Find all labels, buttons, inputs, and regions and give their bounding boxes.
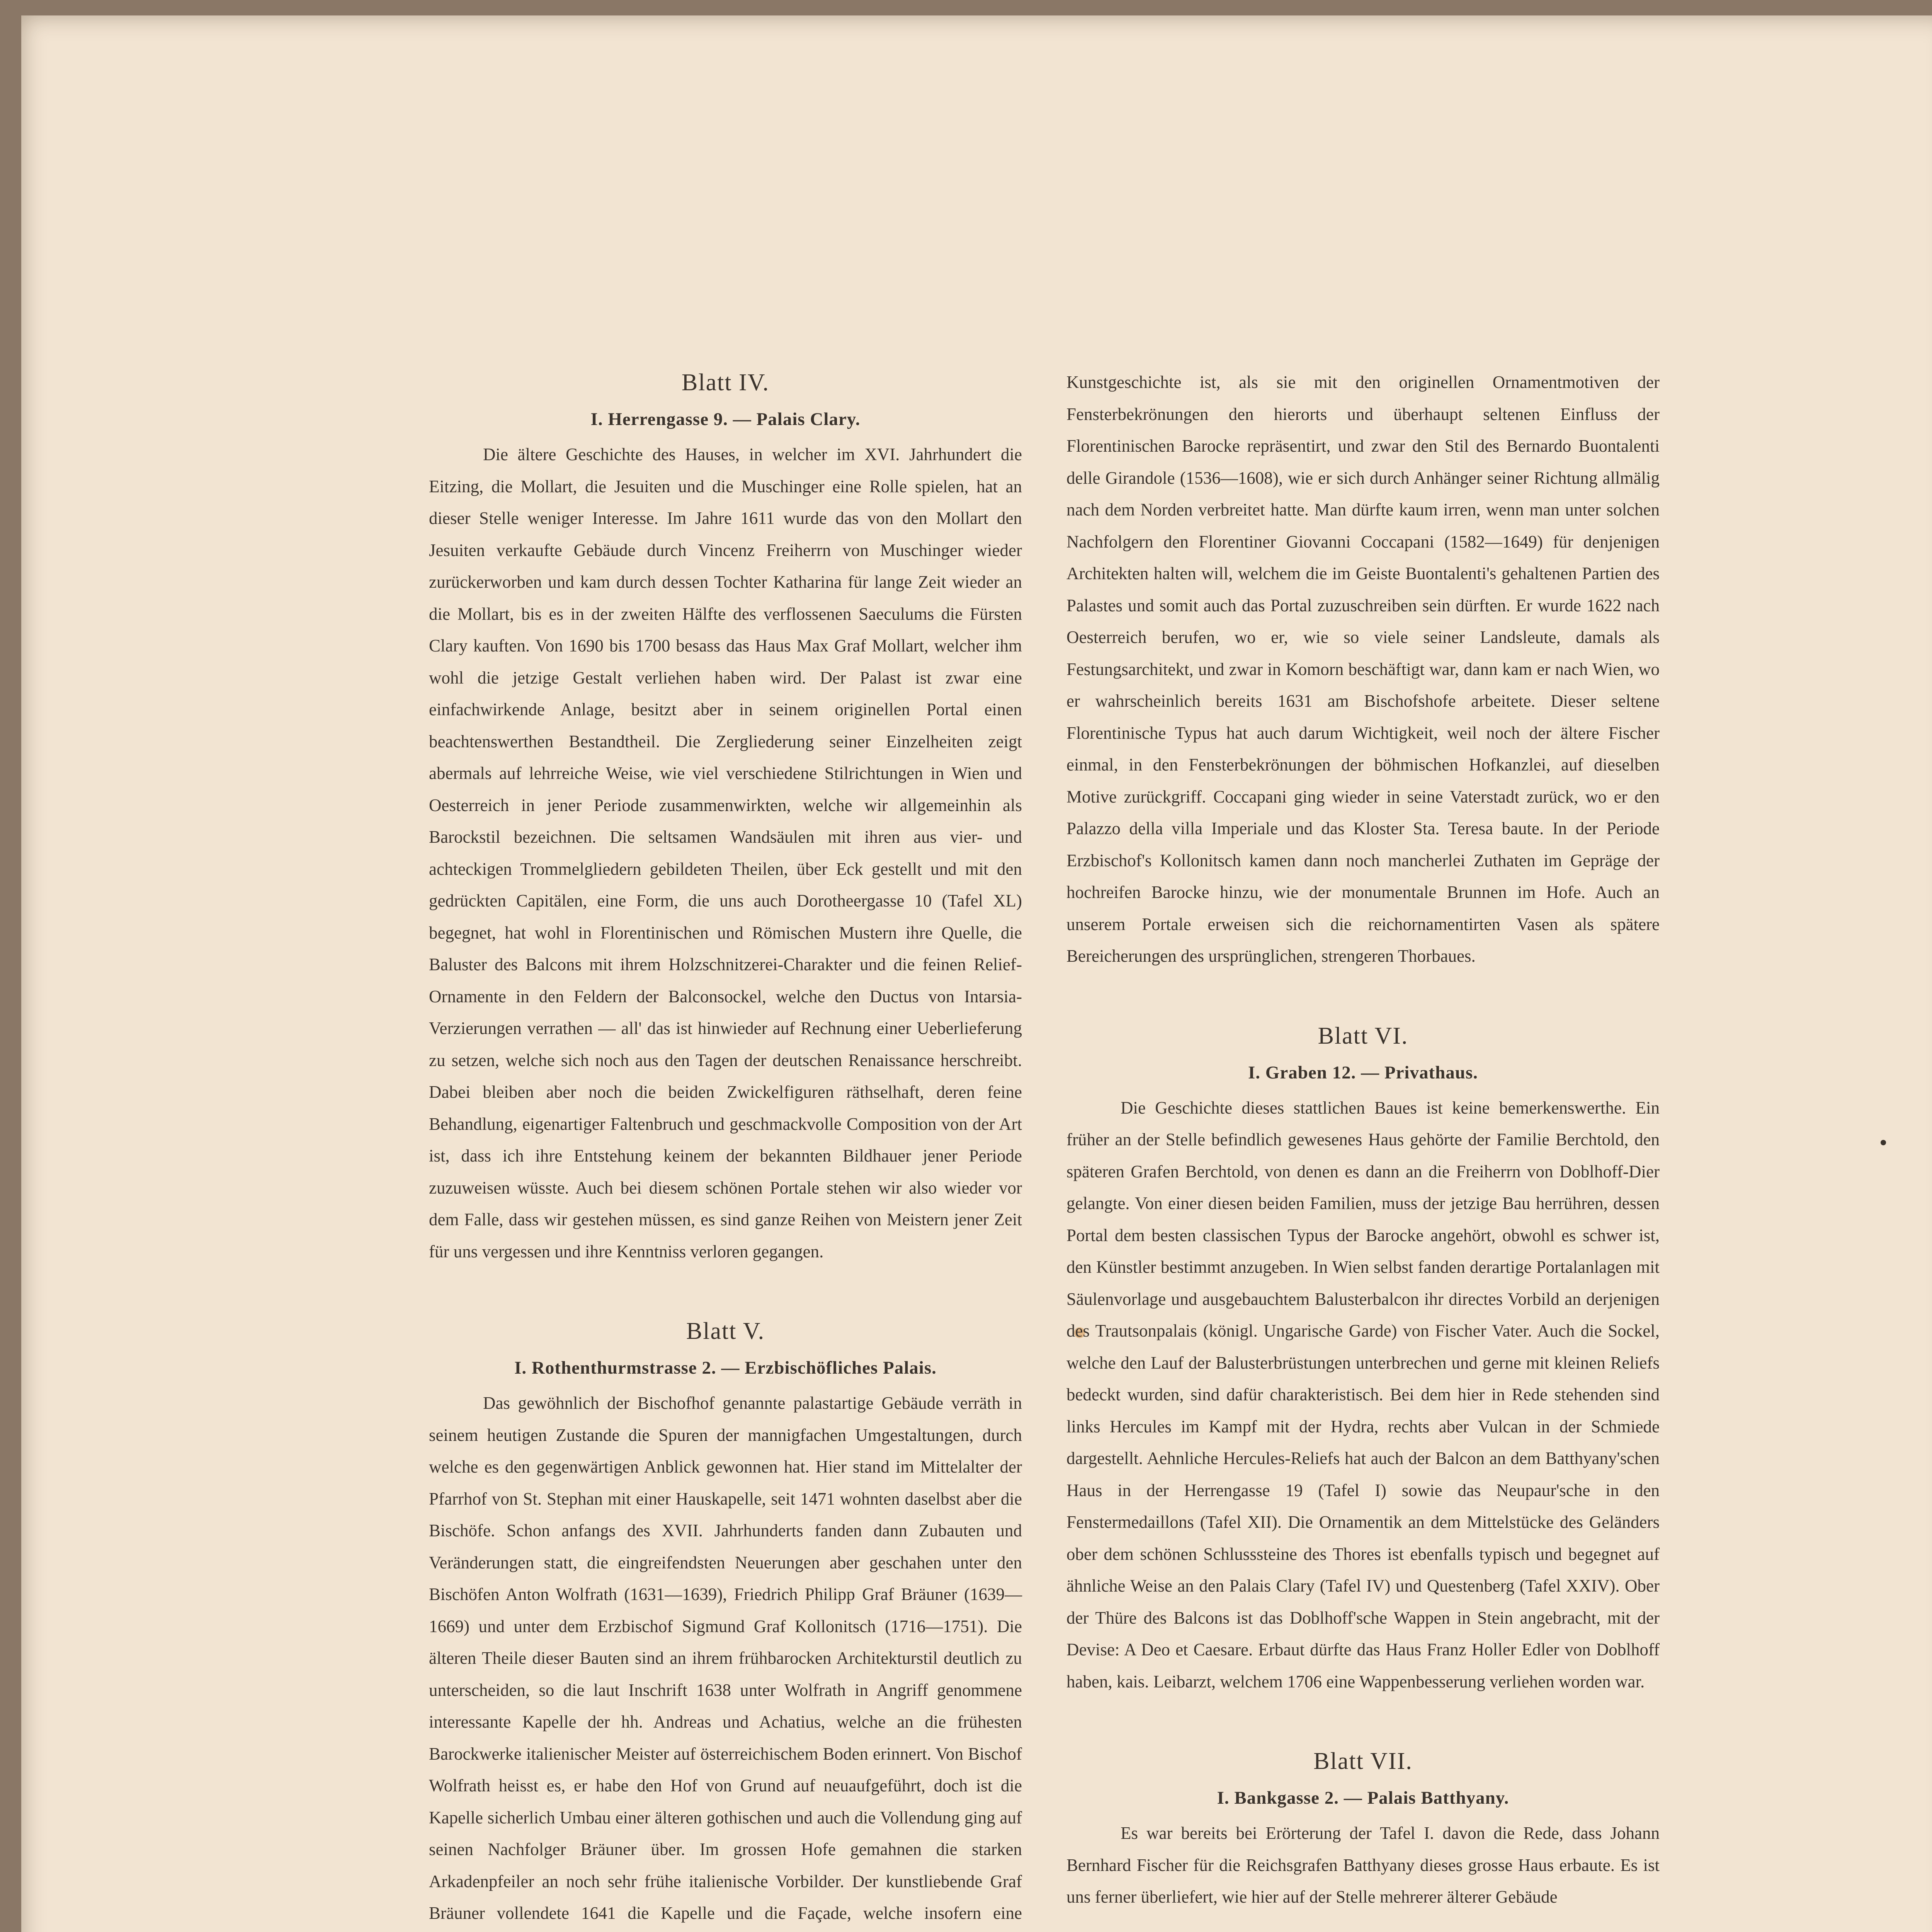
- paragraph: Die ältere Geschichte des Hauses, in welcher im XVI. Jahrhundert die Eitzing, die Mollart, die Jesuiten und die Muschinger eine Rolle spielen, hat an dieser Stelle weniger Interesse. Im Jahre 1611 wurde das von den Mollart den Jesuiten verkaufte Gebäude durch Vincenz Freiherrn von Muschinger wieder zurückerworben und kam durch dessen Tochter Katharina für lange Zeit wieder an die Mollart, bis es in der zweiten Hälfte des verflossenen Saeculums die Fürsten Clary kauften. Von 1690 bis 1700 besass das Haus Max Graf Mollart, welcher ihm wohl die jetzige Gestalt verliehen haben wird. Der Palast ist zwar eine einfachwirkende Anlage, besitzt aber in seinem originellen Portal einen beachtenswerthen Bestandtheil. Die Zergliederung seiner Einzelheiten zeigt abermals auf lehrreiche Weise, wie viel verschiedene Stilrichtungen in Wien und Oesterreich in jener Periode zusammenwirkten, welche wir allgemeinhin als Barockstil bezeichnen. Die seltsamen Wandsäulen mit ihren aus vier- und achteckigen Trommelgliedern gebildeten Theilen, über Eck gestellt und mit den gedrückten Capitälen, eine Form, die uns auch Dorotheergasse 10 (Tafel XL) begegnet, hat wohl in Florentinischen und Römischen Mustern ihre Quelle, die Baluster des Balcons mit ihrem Holzschnitzerei-Charakter und die feinen Relief-Ornamente in den Feldern der Balconsockel, welche den Ductus von Intarsia-Verzierungen verrathen — all' das ist hinwieder auf Rechnung einer Ueberlieferung zu setzen, welche sich noch aus den Tagen der deutschen Renaissance herschreibt. Dabei bleiben aber noch die beiden Zwickelfiguren räthselhaft, deren feine Behandlung, eigenartiger Faltenbruch und geschmackvolle Composition von der Art ist, dass ich ihre Entstehung keinem der bekannten Bildhauer jener Periode zuzuweisen wüsste. Auch bei diesem schönen Portale stehen wir also wieder vor dem Falle, dass wir gestehen müssen, es sind ganze Reihen von Meistern jener Zeit für uns vergessen und ihre Kenntniss verloren gegangen.: [429, 445, 1022, 1261]
- section-heading: Blatt VII.: [1313, 1748, 1413, 1774]
- paragraph: Es war bereits bei Erörterung der Tafel I. davon die Rede, dass Johann Bernhard Fischer für die Reichsgrafen Batthyany dieses grosse Haus erbaute. Es ist uns ferner überliefert, wie hier auf der Stelle mehrerer älterer Gebäude: [1066, 1823, 1660, 1906]
- left-column: [429, 365, 1022, 1932]
- ink-dot: [1881, 1140, 1886, 1145]
- section-subheading: I. Graben 12. — Privathaus.: [1248, 1062, 1478, 1083]
- paragraph: Das gewöhnlich der Bischofhof genannte palastartige Gebäude verräth in seinem heutigen Zustande die Spuren der mannigfachen Umgestaltungen, durch welche es den gegenwärtigen Anblick gewonnen hat. Hier stand im Mittelalter der Pfarrhof von St. Stephan mit einer Hauskapelle, seit 1471 wohnten daselbst aber die Bischöfe. Schon anfangs des XVII. Jahrhunderts fanden dann Zubauten und Veränderungen statt, die eingreifendsten Neuerungen aber geschahen unter den Bischöfen Anton Wolfrath (1631—1639), Friedrich Philipp Graf Bräuner (1639—1669) und unter dem Erzbischof Sigmund Graf Kollonitsch (1716—1751). Die älteren Theile dieser Bauten sind an ihrem frühbarocken Architekturstil deutlich zu unterscheiden, so die laut Inschrift 1638 unter Wolfrath in Angriff genommene interessante Kapelle der hh. Andreas und Achatius, welche an die frühesten Barockwerke italienischer Meister auf österreichischem Boden erinnert. Von Bischof Wolfrath heisst es, er habe den Hof von Grund auf neuaufgeführt, doch ist die Kapelle sicherlich Umbau einer älteren gothischen und auch die Vollendung ging auf seinen Nachfolger Bräuner über. Im grossen Hofe gemahnen die starken Arkadenpfeiler an noch sehr frühe italienische Vorbilder. Der kunstliebende Graf Bräuner vollendete 1641 die Kapelle und die Façade, welche insofern eine: [429, 1393, 1022, 1923]
- section-heading: Blatt IV.: [682, 369, 769, 396]
- paragraph: Die Geschichte dieses stattlichen Baues ist keine bemerkenswerthe. Ein früher an der Stelle befindlich gewesenes Haus gehörte der Familie Berchtold, den späteren Grafen Berchtold, von denen es dann an die Freiherrn von Doblhoff-Dier gelangte. Von einer diesen beiden Familien, muss der jetzige Bau herrühren, dessen Portal dem besten classischen Typus der Barocke angehört, obwohl es schwer ist, den Künstler bestimmt anzugeben. In Wien selbst fanden derartige Portalanlagen mit Säulenvorlage und ausgebauchtem Balusterbalcon ihr directes Vorbild an derjenigen des Trautsonpalais (königl. Ungarische Garde) von Fischer Vater. Auch die Sockel, welche den Lauf der Balusterbrüstungen unterbrechen und gerne mit kleinen Reliefs bedeckt wurden, sind dafür charakteristisch. Bei dem hier in Rede stehenden sind links Hercules im Kampf mit der Hydra, rechts aber Vulcan in der Schmiede dargestellt. Aehnliche Hercules-Reliefs hat auch der Balcon an dem Batthyany'schen Haus in der Herrengasse 19 (Tafel I) sowie das Neupaur'sche in den Fenstermedaillons (Tafel XII). Die Ornamentik an dem Mittelstücke des Geländers ober dem schönen Schlusssteine des Thores ist ebenfalls typisch und begegnet auf ähnliche Weise an den Palais Clary (Tafel IV) und Questenberg (Tafel XXIV). Ober der Thüre des Balcons ist das Doblhoff'sche Wappen in Stein angebracht, mit der Devise: A Deo et Caesare. Erbaut dürfte das Haus Franz Holler Edler von Doblhoff haben, kais. Leibarzt, welchem 1706 eine Wappenbesserung verliehen worden war.: [1066, 1098, 1660, 1691]
- section-subheading: I. Herrengasse 9. — Palais Clary.: [590, 409, 861, 429]
- section-subheading: I. Bankgasse 2. — Palais Batthyany.: [1217, 1788, 1509, 1808]
- paragraph-continued: Kunstgeschichte ist, als sie mit den originellen Ornamentmotiven der Fensterbekrönungen den hierorts und überhaupt seltenen Einfluss der Florentinischen Barocke repräsentirt, und zwar den Stil des Bernardo Buontalenti delle Girandole (1536—1608), wie er sich durch Anhänger seiner Richtung allmälig nach dem Norden verbreitet hatte. Man dürfte kaum irren, wenn man unter solchen Nachfolgern den Florentiner Giovanni Coccapani (1582—1649) für denjenigen Architekten halten will, welchem die im Geiste Buontalenti's gehaltenen Partien des Palastes und somit auch das Portal zuzuschreiben sein dürften. Er wurde 1622 nach Oesterreich berufen, wo er, wie so viele seiner Landsleute, damals als Festungsarchitekt, und zwar in Komorn beschäftigt war, dann kam er nach Wien, wo er wahrscheinlich bereits 1631 am Bischofshofe arbeitete. Dieser seltene Florentinische Typus hat auch darum Wichtigkeit, weil noch der ältere Fischer einmal, in den Fensterbekrönungen der böhmischen Hofkanzlei, auf dieselben Motive zurückgriff. Coccapani ging wieder in seine Vaterstadt zurück, wo er den Palazzo della villa Imperiale und das Kloster Sta. Teresa baute. In der Periode Erzbischof's Kollonitsch kamen dann noch mancherlei Zuthaten im Gepräge der hochreifen Barocke hinzu, wie der monumentale Brunnen im Hofe. Auch an unserem Portale erweisen sich die reichornamentirten Vasen als spätere Bereicherungen des ursprünglichen, strengeren Thorbaues.: [1066, 372, 1660, 966]
- page-sheet: [21, 15, 1932, 1932]
- section-subheading: I. Rothenthurmstrasse 2. — Erzbischöfliches Palais.: [514, 1358, 937, 1378]
- section-heading: Blatt VI.: [1318, 1022, 1408, 1049]
- section-heading: Blatt V.: [686, 1318, 765, 1344]
- right-column: [1066, 366, 1660, 1913]
